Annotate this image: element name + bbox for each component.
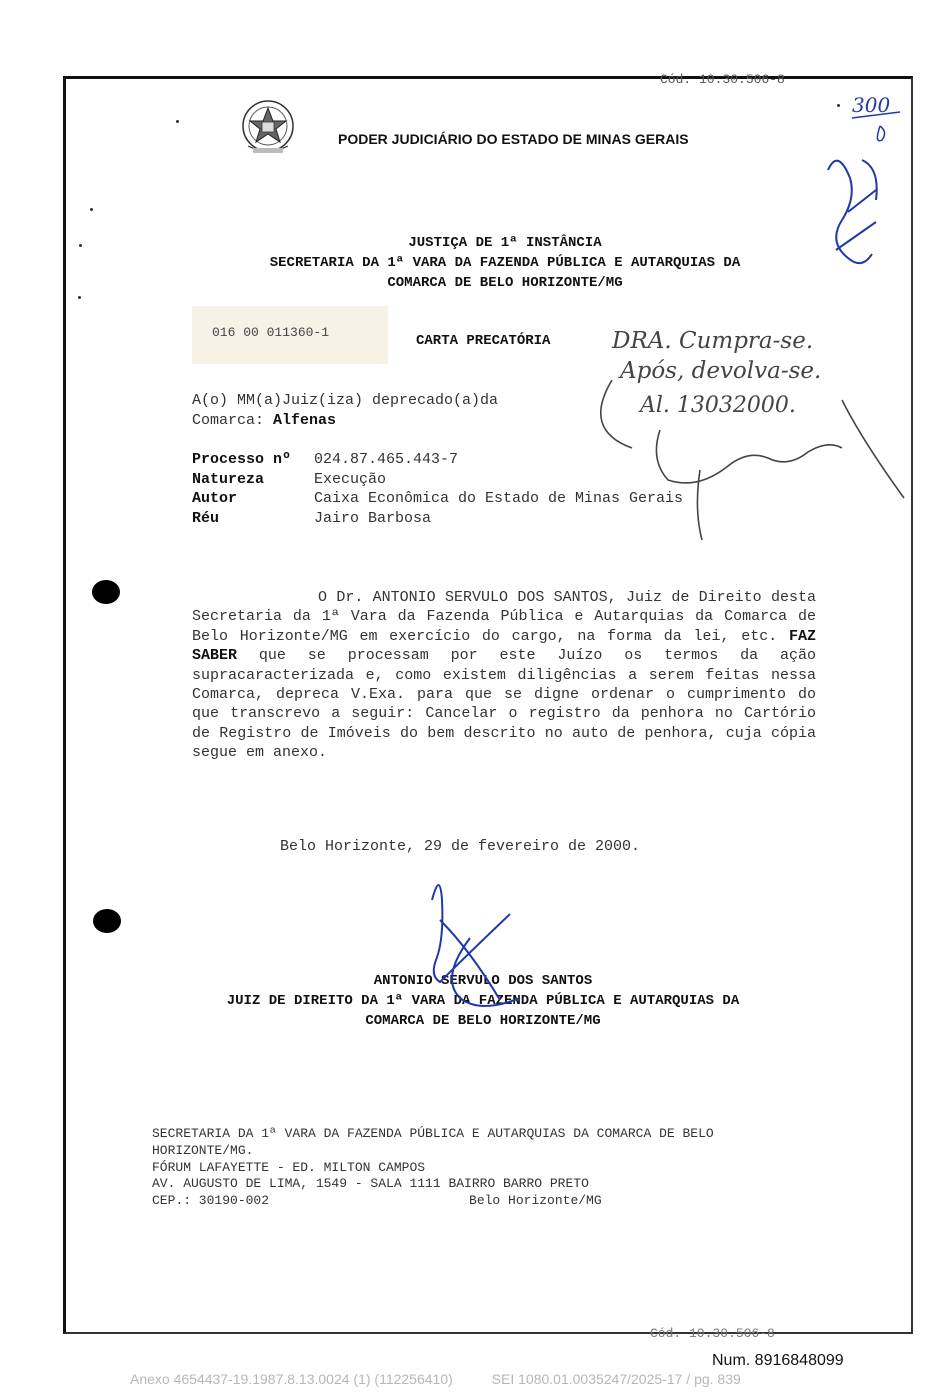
judge-title-line2: COMARCA DE BELO HORIZONTE/MG xyxy=(365,1013,601,1029)
footer-city: Belo Horizonte/MG xyxy=(469,1193,602,1209)
page-mark-text: 300 xyxy=(852,93,891,117)
judge-title-line1: JUIZ DE DIREITO DA 1ª VARA DA FAZENDA PÚBLICA E AUTARQUIAS DA xyxy=(226,993,740,1009)
field-label-processo: Processo nº xyxy=(192,451,292,468)
signature-block xyxy=(168,971,798,1031)
footer-line3: FÓRUM LAFAYETTE - ED. MILTON CAMPOS xyxy=(152,1159,426,1175)
field-value-autor: Caixa Econômica do Estado de Minas Gerais xyxy=(314,490,684,507)
footer-line5 xyxy=(152,1193,714,1210)
punch-hole xyxy=(93,909,121,933)
field-label-natureza: Natureza xyxy=(192,471,265,488)
footer-address xyxy=(152,1126,714,1210)
footer-line1: SECRETARIA DA 1ª VARA DA FAZENDA PÚBLICA E AUTARQUIAS DA COMARCA DE BELO xyxy=(152,1126,714,1141)
note-line2: Após, devolva-se. xyxy=(620,358,822,384)
footer-line2: HORIZONTE/MG. xyxy=(152,1142,254,1158)
note-line3: Al. 13032000. xyxy=(640,393,796,418)
field-value-natureza: Execução xyxy=(314,471,387,488)
annex-footer: Anexo 4654437-19.1987.8.13.0024 (1) (112256410) SEI 1080.01.0035247/2025-17 / pg. 839 xyxy=(130,1371,741,1387)
state-seal-icon xyxy=(240,96,296,158)
footer-line4: AV. AUGUSTO DE LIMA, 1549 - SALA 1111 BAIRRO BARRO PRETO xyxy=(152,1176,589,1192)
note-line1: DRA. Cumpra-se. xyxy=(612,328,814,354)
footer-cep: CEP.: 30190-002 xyxy=(152,1193,270,1209)
body-paragraph xyxy=(192,588,816,763)
addressee-line: A(o) MM(a)Juiz(iza) deprecado(a)da xyxy=(192,392,499,409)
field-label-autor: Autor xyxy=(192,490,238,507)
comarca-label: Comarca: xyxy=(192,412,265,429)
scan-speck xyxy=(837,104,840,107)
document-number-stamp: Num. 8916848099 xyxy=(712,1352,844,1369)
body-part2: que se processam por este Juízo os termos da ação supracaracterizada e, como existem diligências a serem feitas nessa Comarca, depreca V.Exa. para que se digne ordenar o cumprimento do que transcrevo a seguir: Cancelar o registro da penhora no Cartório de Registro de Imóveis do bem descrito no auto de penhora, cuja cópia segue em anexo. xyxy=(192,647,816,762)
scan-speck xyxy=(176,120,179,123)
scan-speck xyxy=(79,244,82,247)
top-form-code: Cód. 10.30.506-8 xyxy=(660,72,785,87)
court-heading xyxy=(218,233,792,293)
field-value-processo: 024.87.465.443-7 xyxy=(314,451,459,468)
body-part1: O Dr. ANTONIO SERVULO DOS SANTOS, Juiz de Direito desta Secretaria da 1ª Vara da Fazenda Pública e Autarquias da Comarca de Belo Horizonte/MG em exercício do cargo, na forma da lei, etc. xyxy=(192,589,816,645)
process-number: 016 00 011360-1 xyxy=(212,325,330,340)
court-heading-line1: JUSTIÇA DE 1ª INSTÂNCIA xyxy=(408,235,602,251)
page-title: PODER JUDICIÁRIO DO ESTADO DE MINAS GERAIS xyxy=(338,131,689,147)
court-heading-line3: COMARCA DE BELO HORIZONTE/MG xyxy=(387,275,623,291)
date-line: Belo Horizonte, 29 de fevereiro de 2000. xyxy=(280,838,641,855)
addressee-comarca xyxy=(192,412,336,429)
judge-name: ANTONIO SERVULO DOS SANTOS xyxy=(373,973,593,989)
scan-speck xyxy=(78,296,81,299)
comarca-value: Alfenas xyxy=(273,412,337,429)
field-value-reu: Jairo Barbosa xyxy=(314,510,432,527)
field-label-reu: Réu xyxy=(192,510,220,527)
punch-hole xyxy=(92,580,120,604)
document-type: CARTA PRECATÓRIA xyxy=(416,333,551,349)
bottom-form-code: Cód. 10.30.506-8 xyxy=(650,1326,775,1341)
body-emphasis: FAZ SABER xyxy=(192,627,816,665)
court-heading-line2: SECRETARIA DA 1ª VARA DA FAZENDA PÚBLICA E AUTARQUIAS DA xyxy=(269,255,741,271)
scan-speck xyxy=(90,208,93,211)
